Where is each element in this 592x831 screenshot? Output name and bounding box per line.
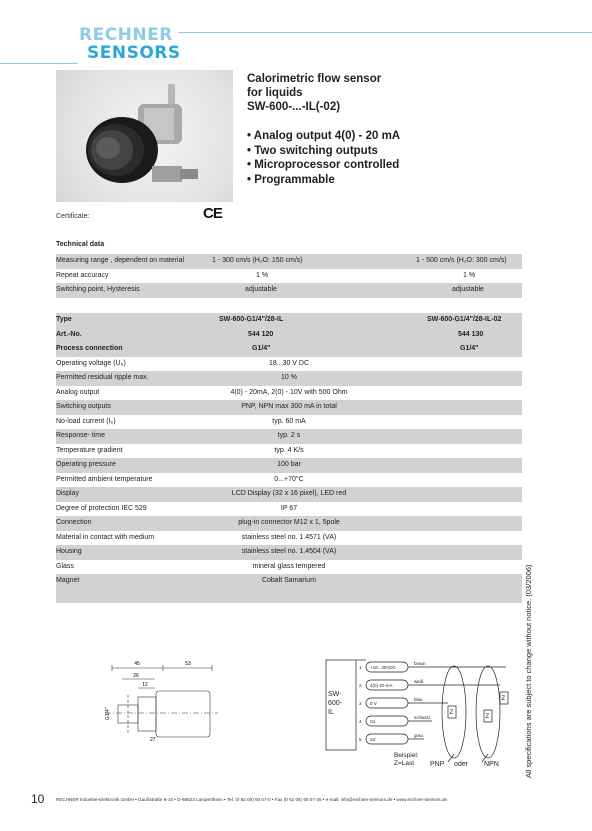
row-value: 4(0) - 20mA, 2(0) - 10V with 500 Ohm (230, 388, 348, 396)
dim-label: 12 (142, 682, 148, 688)
wire-color: schwarz (414, 715, 431, 720)
footer-address: RECHNER Industrie-Elektronik GmbH • Gaußstraße 8-10 • D-68623 Lampertheim • Tel. (0 62 06) 50 07-0 • Fax (0 62 06) 50 07-36 • e-mail: info@rechner-sensors.de • www.rechner-sensors.de (56, 797, 448, 802)
oder-label: oder (454, 761, 469, 768)
row-label: Switching outputs (56, 403, 111, 410)
product-title (247, 72, 381, 114)
row-value-2: 544 130 (458, 330, 484, 338)
row-value: PNP, NPN max 300 mA in total (241, 403, 337, 410)
table-row (56, 458, 522, 473)
ce-mark: CE (203, 205, 222, 222)
table-row (56, 531, 522, 546)
load-label: Z (485, 714, 490, 720)
row-value-1: 544 120 (248, 330, 274, 338)
row-value-1: adjustable (245, 286, 277, 293)
dimension-drawing (100, 655, 230, 755)
table-row (56, 342, 522, 357)
feature-item: • Programmable (247, 173, 335, 186)
device-label: 600- (328, 700, 343, 707)
pin-label: 4(0)-20 mA (370, 683, 393, 688)
example-label: Beispiel: (394, 752, 419, 759)
wiring-diagram (324, 654, 524, 774)
feature-item: • Analog output 4(0) - 20 mA (247, 130, 401, 142)
row-label: Permitted ambient temperature (56, 475, 153, 483)
row-value: 18...30 V DC (268, 359, 310, 367)
pin-label: S2 (370, 737, 376, 742)
table-row (56, 444, 522, 459)
dim-label: 26 (133, 673, 139, 679)
wire-color: blau (414, 697, 423, 702)
header-rule (178, 32, 592, 33)
row-label: Magnet (56, 577, 80, 584)
row-value-2: adjustable (452, 286, 484, 293)
row-value: typ. 60 mA (272, 417, 306, 425)
row-value: typ. 4 K/s (274, 446, 304, 454)
pin-number: 5 (359, 737, 362, 742)
table-row (56, 283, 522, 298)
row-label: Glass (56, 562, 74, 570)
spec-rows (56, 357, 522, 604)
row-label: Switching point, Hysteresis (56, 286, 140, 293)
row-value-1: SW-600-G1/4"/28-IL (219, 316, 284, 323)
row-label: Art.-No. (56, 330, 82, 338)
wire-color: weiß (414, 679, 424, 684)
row-value: 100 bar (277, 461, 301, 468)
feature-item: • Two switching outputs (247, 144, 378, 157)
dim-label: 53 (185, 661, 191, 667)
row-label: Analog output (56, 388, 100, 396)
row-label: Operating voltage (U₈) (56, 359, 126, 367)
technical-table (56, 254, 522, 298)
table-row (56, 313, 522, 328)
pin-label: 0 V (370, 701, 377, 706)
row-label: Process connection (56, 345, 123, 352)
dim-label: G1/4" (105, 707, 111, 720)
spec-table (56, 313, 522, 603)
table-row (56, 545, 522, 560)
row-label: Material in contact with medium (56, 533, 155, 541)
row-value: plug-in connector M12 x 1, 5pole (238, 519, 340, 526)
row-value: LCD Display (32 x 16 pixel), LED red (231, 490, 347, 497)
row-label: Display (56, 490, 79, 497)
pin-number: 1 (359, 665, 362, 670)
pin-label: +18...30VDC (370, 665, 396, 670)
device-label: SW- (328, 691, 342, 698)
table-row (56, 269, 522, 284)
feature-list (247, 129, 400, 187)
row-label: No-load current (I₀) (56, 417, 116, 425)
row-label: Response- time (56, 432, 106, 439)
row-value: Cobalt Samarium (261, 577, 317, 584)
table-row (56, 386, 522, 401)
row-label: Connection (56, 519, 92, 526)
row-value: mineral glass tempered (252, 562, 326, 570)
table-row (56, 516, 522, 531)
dim-label: 45 (134, 661, 140, 667)
row-label: Operating pressure (56, 461, 116, 468)
table-row (56, 589, 522, 604)
table-row (56, 473, 522, 488)
row-value: IP 67 (280, 504, 298, 512)
row-value: stainless steel no. 1.4504 (VA) (241, 548, 337, 555)
row-value-1: G1/4" (252, 345, 271, 352)
dim-label: 27 (150, 737, 156, 743)
row-value-2: 1 % (463, 271, 476, 279)
row-label: Degree of protection IEC 529 (56, 504, 147, 512)
row-value-2: 1 - 500 cm/s (H₂O: 300 cm/s) (416, 257, 507, 264)
table-row (56, 371, 522, 386)
row-value-2: G1/4" (460, 345, 479, 352)
device-label: IL (328, 709, 334, 716)
table-row (56, 415, 522, 430)
row-value: 0...+70°C (274, 475, 304, 483)
load-label: Z (501, 696, 506, 702)
page-number: 10 (31, 792, 45, 806)
row-label: Repeat accuracy (56, 271, 109, 279)
pin-number: 3 (359, 701, 362, 706)
table-row (56, 357, 522, 372)
technical-heading: Technical data (56, 241, 105, 248)
npn-label: NPN (484, 761, 499, 768)
feature-item: • Microprocessor controlled (247, 159, 400, 171)
company-logo (79, 27, 181, 62)
logo-line-2: SENSORS (87, 43, 181, 63)
row-label: Type (56, 316, 72, 323)
pin-label: S1 (370, 719, 376, 724)
row-label: Housing (56, 548, 82, 555)
table-row (56, 328, 522, 343)
certificate-label: Certificate: (56, 213, 90, 220)
table-row (56, 487, 522, 502)
table-row (56, 574, 522, 589)
row-label: Permitted residual ripple max. (56, 374, 149, 381)
title-line: SW-600-...-IL(-02) (247, 101, 341, 113)
table-row (56, 560, 522, 575)
logo-line-1: RECHNER (79, 25, 173, 45)
wire-color: grau (414, 733, 424, 738)
pnp-label: PNP (430, 761, 445, 768)
row-label: Measuring range , dependent on material (56, 257, 185, 264)
title-line: for liquids (247, 87, 303, 99)
pin-number: 4 (359, 719, 362, 724)
row-label: Temperature gradient (56, 446, 123, 454)
load-label: Z (449, 710, 454, 716)
table-row (56, 429, 522, 444)
row-value: 10 % (281, 374, 297, 381)
header-rule-left (0, 63, 78, 64)
row-value: typ. 2 s (277, 432, 301, 439)
product-photo (56, 70, 233, 202)
table-row (56, 254, 522, 269)
row-value-2: SW-600-G1/4"/28-IL-02 (427, 316, 502, 323)
table-row (56, 400, 522, 415)
wire-color: braun (414, 661, 426, 666)
row-value-1: 1 % (256, 271, 269, 279)
table-row (56, 502, 522, 517)
example-label: Z=Last (394, 760, 415, 767)
pin-number: 2 (359, 683, 362, 688)
row-value-1: 1 - 300 cm/s (H₂O: 150 cm/s) (212, 257, 303, 264)
side-note: All specifications are subject to change without notice. (03/2006) (524, 564, 533, 778)
row-value: stainless steel no. 1.4571 (VA) (241, 533, 337, 541)
title-line: Calorimetric flow sensor (247, 73, 382, 85)
